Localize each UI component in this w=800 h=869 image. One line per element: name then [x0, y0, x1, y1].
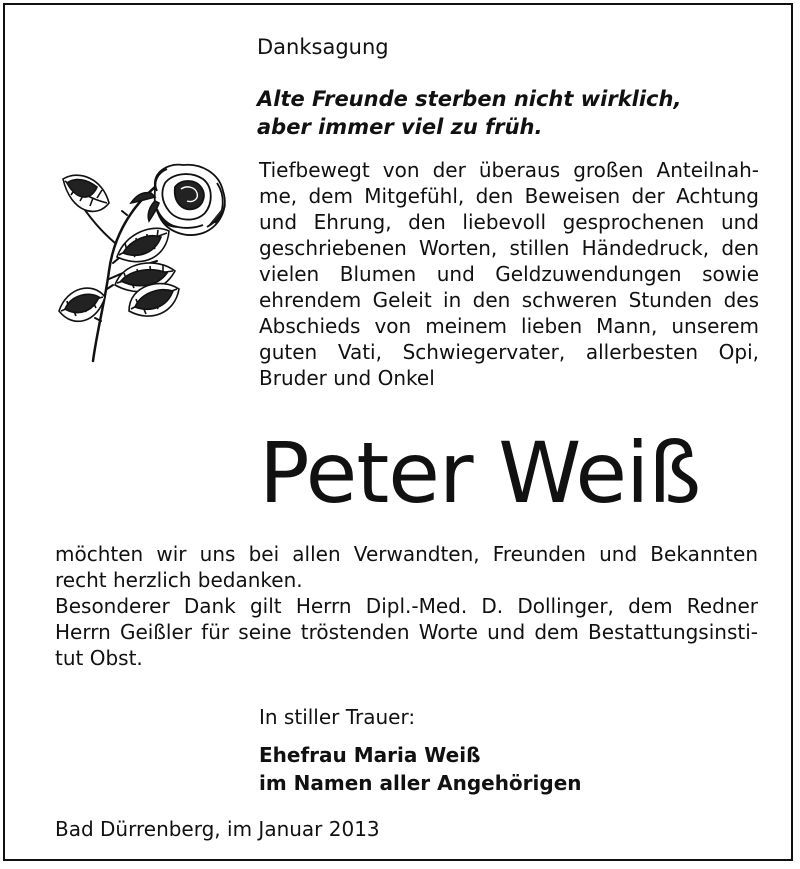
thanks-line: Herrn Geißler für seine tröstenden Worte und dem Bestattungsinsti- — [55, 620, 758, 644]
intro-line: vielen Blumen und Geldzuwendungen sowie — [259, 262, 759, 286]
signers-block — [259, 741, 582, 797]
thanks-line: möchten wir uns bei allen Verwandten, Freunden und Bekannten — [55, 542, 758, 566]
signer-line: Ehefrau Maria Weiß — [259, 743, 481, 767]
motto-line: aber immer viel zu früh. — [257, 115, 543, 139]
motto-quote — [257, 85, 681, 141]
notice-heading: Danksagung — [257, 35, 389, 59]
thanks-paragraph — [55, 541, 758, 671]
intro-line: und Ehrung, den liebevoll gesprochenen und — [259, 210, 759, 234]
intro-line: Bruder und Onkel — [259, 366, 435, 390]
motto-line: Alte Freunde sterben nicht wirklich, — [257, 87, 682, 111]
intro-line: Tiefbewegt von der überaus großen Anteilnah- — [259, 158, 759, 182]
signer-line: im Namen aller Angehörigen — [259, 771, 582, 795]
deceased-name: Peter Weiß — [259, 424, 701, 522]
intro-line: me, dem Mitgefühl, den Beweisen der Achtung — [259, 184, 759, 208]
intro-line: geschriebenen Worten, stillen Händedruck, den — [259, 236, 759, 260]
thanks-line: tut Obst. — [55, 646, 143, 670]
intro-line: guten Vati, Schwiegervater, allerbesten Opi, — [259, 340, 759, 364]
rose-icon — [57, 161, 237, 379]
obituary-notice-frame — [3, 3, 793, 861]
thanks-line: recht herzlich bedanken. — [55, 568, 303, 592]
intro-line: Abschieds von meinem lieben Mann, unserem — [259, 314, 759, 338]
thanks-line: Besonderer Dank gilt Herrn Dipl.-Med. D. Dollinger, dem Redner — [55, 594, 758, 618]
intro-paragraph — [259, 157, 759, 391]
intro-line: ehrendem Geleit in den schweren Stunden des — [259, 288, 759, 312]
place-date: Bad Dürrenberg, im Januar 2013 — [55, 817, 380, 841]
mourning-label: In stiller Trauer: — [259, 705, 416, 729]
